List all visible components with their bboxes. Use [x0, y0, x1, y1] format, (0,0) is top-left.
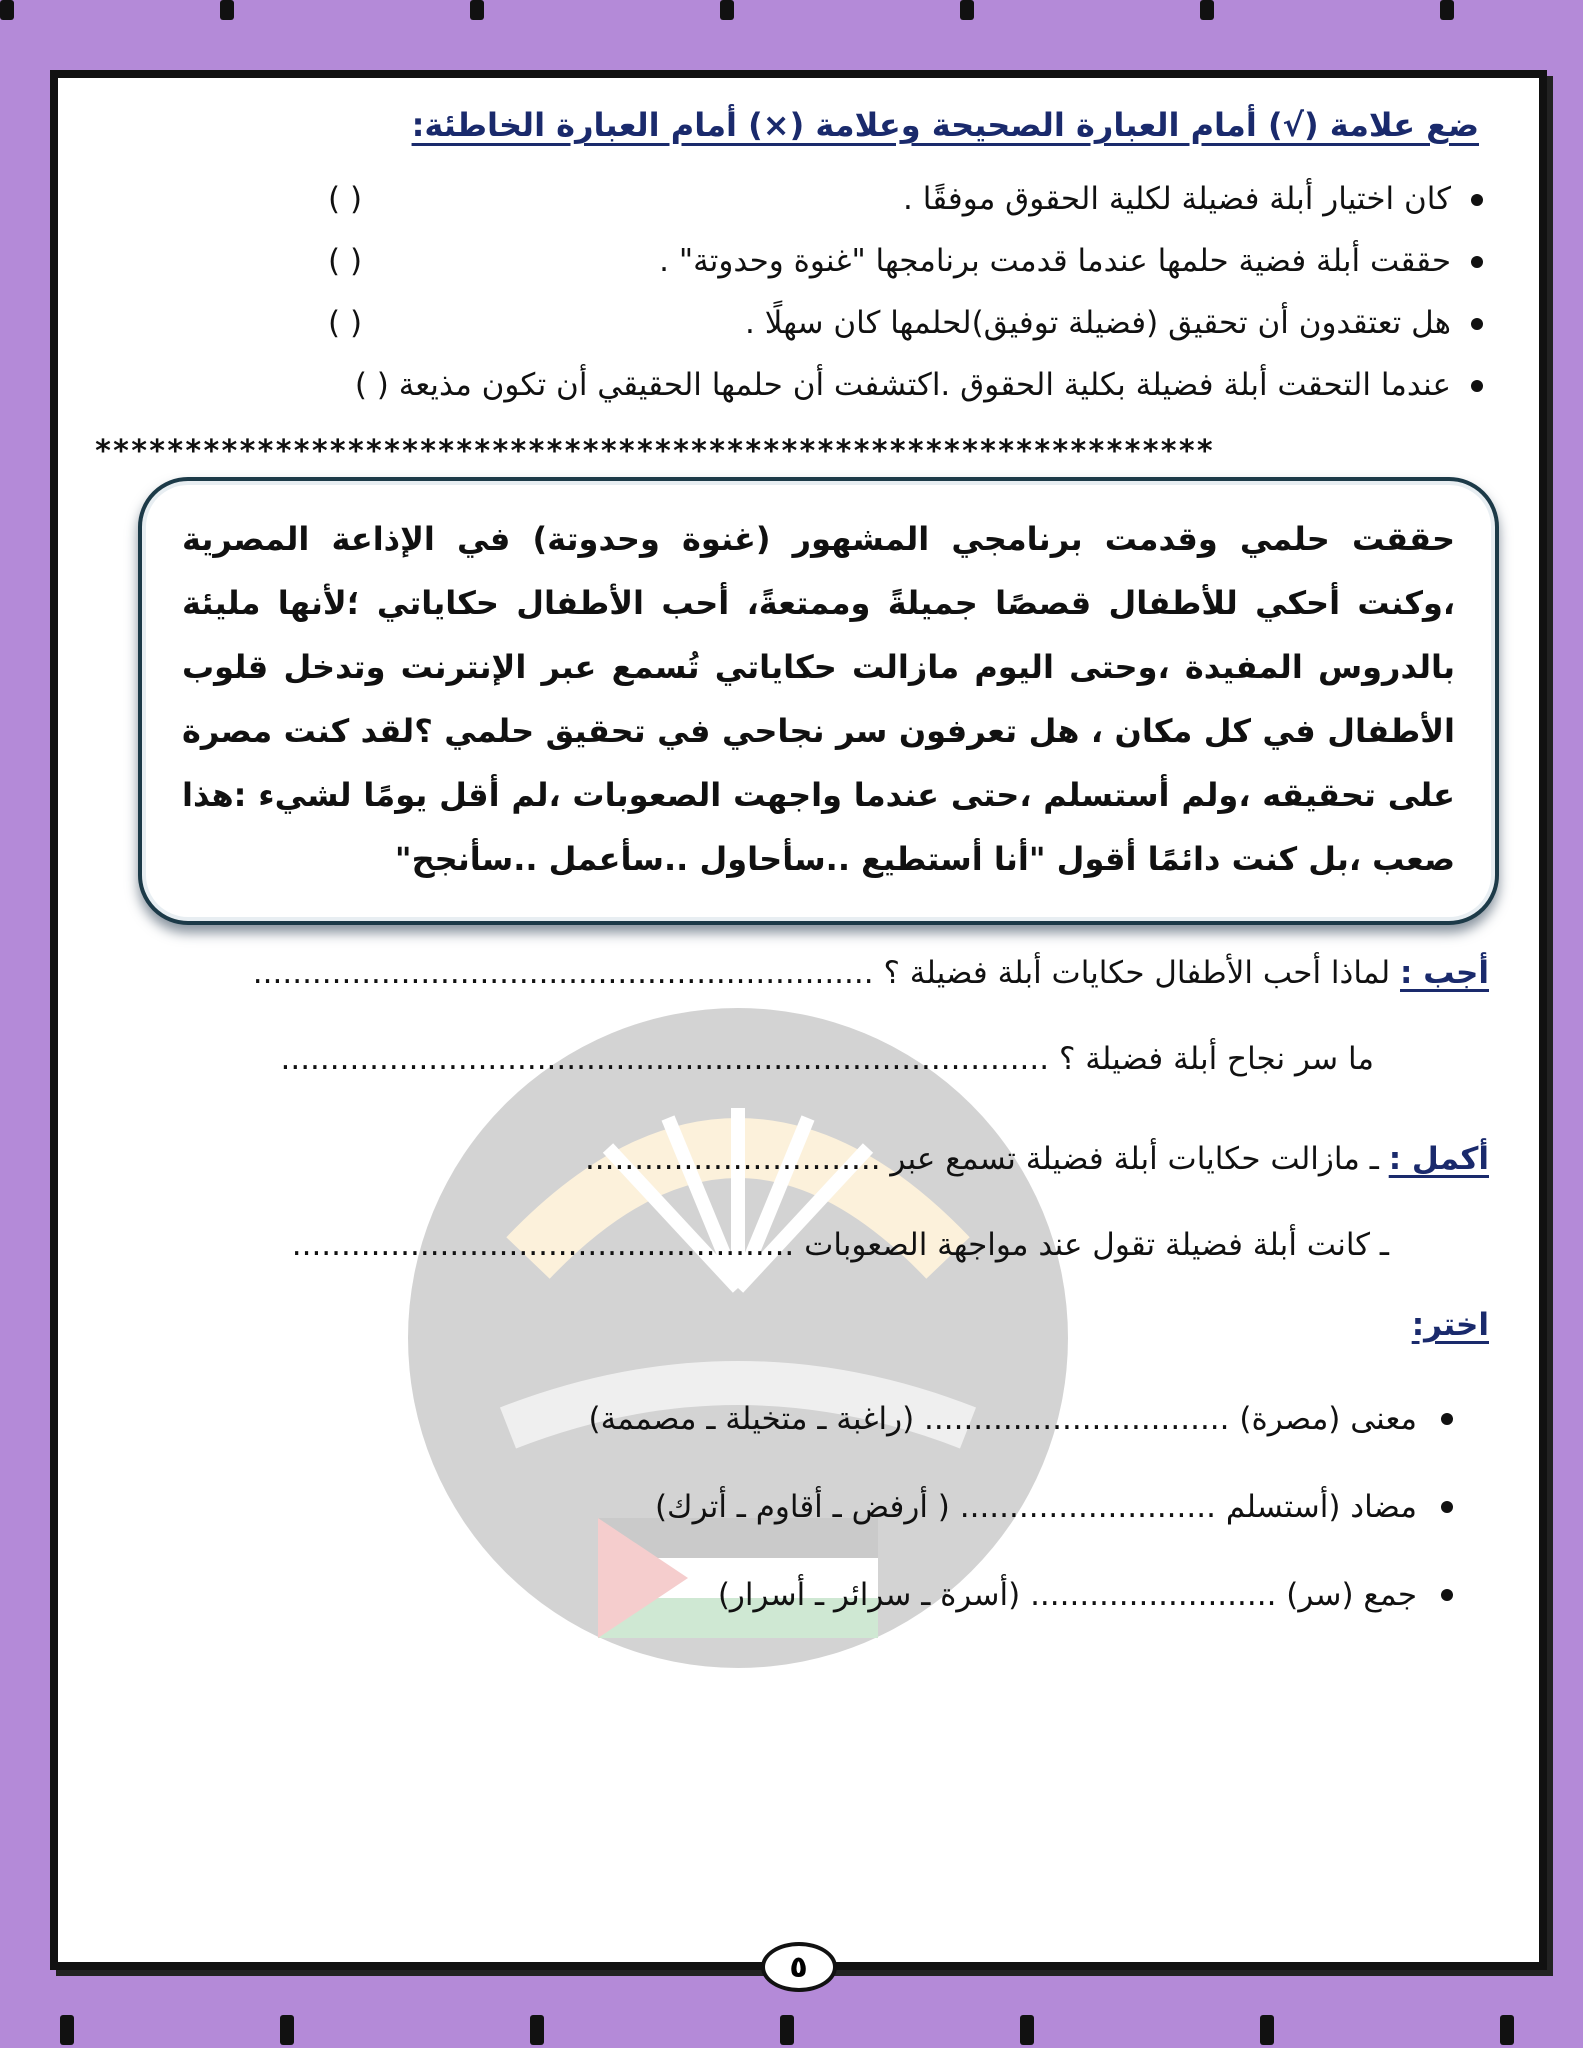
question-text: ما سر نجاح أبلة فضيلة ؟ [1049, 1041, 1374, 1077]
statement-text: عندما التحقت أبلة فضيلة بكلية الحقوق .اكتشفت أن حلمها الحقيقي أن تكون مذيعة [398, 367, 1451, 403]
answer-blank[interactable]: .......................... [959, 1489, 1216, 1525]
bullet-icon [1441, 1501, 1453, 1513]
answer-slot[interactable]: ( ) [354, 367, 389, 403]
deco-mark [1020, 2015, 1034, 2045]
deco-mark [0, 0, 14, 20]
bullet-icon [1471, 380, 1483, 392]
bullet-icon [1441, 1589, 1453, 1601]
answer-blank[interactable]: ......................... [1030, 1577, 1277, 1613]
top-decoration [0, 0, 1583, 60]
deco-mark [470, 0, 484, 20]
answer-blank[interactable]: ................................................... [291, 1227, 795, 1263]
answer-blank[interactable]: ............................... [924, 1401, 1230, 1437]
bullet-icon [1471, 194, 1483, 206]
choose-prompt: مضاد (أستسلم [1215, 1489, 1417, 1525]
choose-prompt: معنى (مصرة) [1229, 1401, 1417, 1437]
choose-heading [98, 1295, 1489, 1355]
complete-line [98, 1129, 1489, 1189]
bullet-icon [1441, 1413, 1453, 1425]
question-text: لماذا أحب الأطفال حكايات أبلة فضيلة ؟ [873, 955, 1401, 991]
answer-label: أجب : [1400, 955, 1489, 991]
answer-slot[interactable]: ( ) [328, 181, 363, 217]
worksheet-page [50, 70, 1547, 1985]
question-line [98, 1029, 1489, 1089]
list-item [98, 230, 1489, 292]
complete-text: ـ كانت أبلة فضيلة تقول عند مواجهة الصعوبات [794, 1227, 1389, 1263]
deco-mark [1200, 0, 1214, 20]
list-item [98, 1551, 1459, 1639]
answer-section [98, 943, 1489, 1639]
statement-text: هل تعتقدون أن تحقيق (فضيلة توفيق)لحلمها كان سهلًا . [745, 305, 1451, 341]
complete-line [98, 1215, 1489, 1275]
star-separator: ************************************************************** [94, 434, 1214, 469]
list-item [98, 1463, 1459, 1551]
deco-mark [1260, 2015, 1274, 2045]
list-item [98, 354, 1489, 416]
choose-options: ( أرفض ـ أقاوم ـ أترك) [654, 1489, 960, 1525]
deco-mark [280, 2015, 294, 2045]
bottom-decoration [0, 1985, 1583, 2045]
deco-mark [530, 2015, 544, 2045]
statement-text: حققت أبلة فضية حلمها عندما قدمت برنامجها "غنوة وحدوتة" . [659, 243, 1451, 279]
deco-mark [720, 0, 734, 20]
list-item [98, 1375, 1459, 1463]
deco-mark [1440, 0, 1454, 20]
deco-mark [220, 0, 234, 20]
answer-slot[interactable]: ( ) [328, 243, 363, 279]
deco-mark [960, 0, 974, 20]
true-false-list [98, 168, 1489, 416]
deco-mark [60, 2015, 74, 2045]
answer-blank[interactable]: .............................. [584, 1141, 881, 1177]
list-item [98, 168, 1489, 230]
complete-label: أكمل : [1388, 1141, 1489, 1177]
statement-text: كان اختيار أبلة فضيلة لكلية الحقوق موفقًا . [903, 181, 1451, 217]
choose-prompt: جمع (سر) [1276, 1577, 1417, 1613]
choose-options: (راغبة ـ متخيلة ـ مصممة) [588, 1401, 925, 1437]
reading-passage: حققت حلمي وقدمت برنامجي المشهور (غنوة وحدوتة) في الإذاعة المصرية ،وكنت أحكي للأطفال قصصًا جميلةً وممتعةً، أحب الأطفال حكاياتي ؛لأنها مليئة بالدروس المفيدة ،وحتى اليوم مازالت حكاياتي تُسمع عبر الإنترنت وتدخل قلوب الأطفال في كل مكان ، هل تعرفون سر نجاحي في تحقيق حلمي ؟لقد كنت مصرة على تحقيقه ،ولم أستسلم ،حتى عندما واجهت الصعوبات ،لم أقل يومًا لشيء :هذا صعب ،بل كنت دائمًا أقول "أنا أستطيع ..سأحاول ..سأعمل ..سأنجح" [182, 520, 1455, 878]
choose-label: اختر: [1411, 1307, 1489, 1343]
question-line [98, 943, 1489, 1003]
deco-mark [1500, 2015, 1514, 2045]
choose-list [98, 1375, 1459, 1639]
choose-options: (أسرة ـ سرائر ـ أسرار) [717, 1577, 1031, 1613]
answer-blank[interactable]: ............................................................... [252, 955, 874, 991]
bullet-icon [1471, 318, 1483, 330]
bullet-icon [1471, 256, 1483, 268]
instruction-title: ضع علامة (√) أمام العبارة الصحيحة وعلامة (×) أمام العبارة الخاطئة: [411, 106, 1479, 144]
list-item [98, 292, 1489, 354]
complete-text: ـ مازالت حكايات أبلة فضيلة تسمع عبر [880, 1141, 1389, 1177]
answer-blank[interactable]: .............................................................................. [280, 1041, 1050, 1077]
page-number: ٥ [789, 1949, 808, 1985]
answer-slot[interactable]: ( ) [328, 305, 363, 341]
deco-mark [780, 2015, 794, 2045]
reading-passage-box [138, 477, 1499, 925]
